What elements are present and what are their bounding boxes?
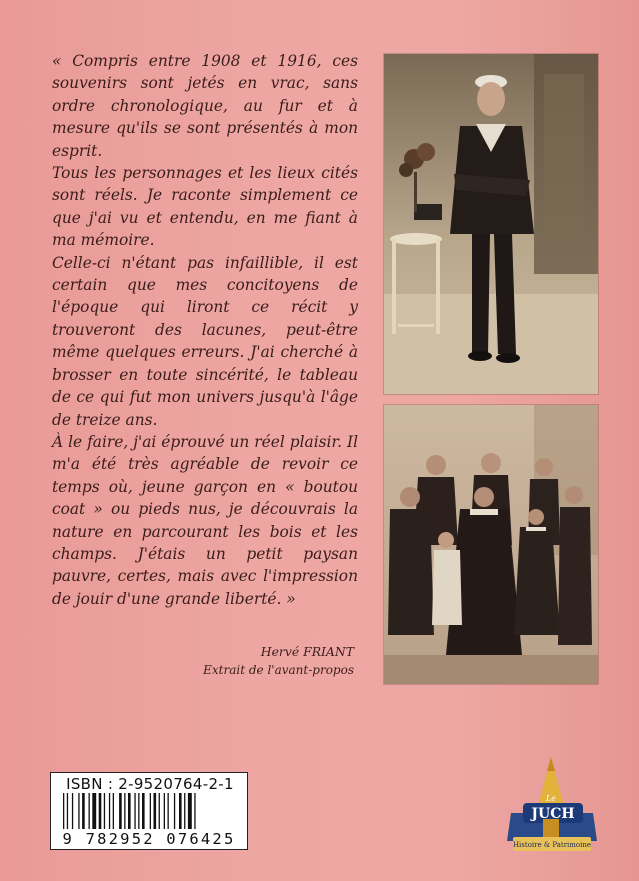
barcode-bar	[194, 793, 195, 829]
barcode-bar	[63, 793, 64, 829]
barcode-bar	[164, 793, 165, 829]
isbn-barcode	[51, 773, 247, 849]
barcode-bar	[67, 793, 68, 829]
le-juch-logo	[505, 753, 599, 855]
barcode-bar	[104, 793, 105, 829]
barcode-bar	[134, 793, 135, 829]
barcode-bar	[138, 793, 139, 829]
logo-top-text: Le	[545, 794, 557, 803]
ean-number: 9 782952 076425	[62, 830, 236, 848]
author-source: Extrait de l'avant-propos	[203, 663, 354, 677]
barcode-bar	[168, 793, 169, 829]
isbn-label: ISBN : 2-9520764-2-1	[66, 775, 234, 793]
barcode-bar	[188, 793, 192, 829]
barcode-bar	[119, 793, 122, 829]
logo-banner-text: Histoire & Patrimoine	[512, 841, 592, 849]
barcode-bar	[124, 793, 125, 829]
family-portrait-photo	[384, 405, 598, 684]
quote-paragraph: Tous les personnages et les lieux cités sont réels. Je raconte simplement ce que j'ai vu et entendu, en me fiant à ma mémoire.	[52, 164, 358, 250]
barcode-bar	[159, 793, 160, 829]
barcode-bar	[174, 793, 175, 829]
barcode-bar	[184, 793, 185, 829]
sailor-boy-photo	[384, 54, 598, 394]
barcode-bar	[113, 793, 114, 829]
barcode-bar	[109, 793, 110, 829]
barcode-bar	[78, 793, 79, 829]
barcode-bar	[154, 793, 157, 829]
barcode-bar	[99, 793, 102, 829]
logo-main-text: JUCH	[531, 806, 575, 822]
barcode-bar	[179, 793, 182, 829]
barcode-bar	[142, 793, 145, 829]
foreword-quote	[52, 50, 358, 610]
barcode-bar	[89, 793, 90, 829]
barcode-bar	[92, 793, 96, 829]
family-portrait-illustration	[384, 405, 598, 684]
barcode-bar	[72, 793, 73, 829]
author-name: Hervé FRIANT	[260, 644, 354, 659]
barcode-bar	[150, 793, 151, 829]
quote-paragraph: Celle-ci n'étant pas infaillible, il est certain que mes concitoyens de l'époque qui liront ce récit y trouveront des lacunes, peut-être même quelques erreurs. J'ai cherché à brosser en toute sincérité, le tableau de ce qui fut mon univers jusqu'à l'âge de treize ans.	[52, 253, 358, 429]
barcode-bar	[82, 793, 85, 829]
quote-paragraph: « Compris entre 1908 et 1916, ces souvenirs sont jetés en vrac, sans ordre chronologique, au fur et à mesure qu'ils se sont présentés à mon esprit.	[52, 52, 358, 160]
barcode-bar	[128, 793, 131, 829]
quote-paragraph: À le faire, j'ai éprouvé un réel plaisir. Il m'a été très agréable de revoir ce temps où, jeune garçon en « boutou coat » ou pieds nus, je découvrais la nature en parcourant les bois et les champs. J'étais un petit paysan pauvre, certes, mais avec l'impression de jouir d'une grande liberté. »	[52, 432, 358, 608]
sailor-boy-illustration	[384, 54, 598, 394]
church-logo-icon	[505, 753, 599, 855]
author-signature	[134, 643, 354, 679]
